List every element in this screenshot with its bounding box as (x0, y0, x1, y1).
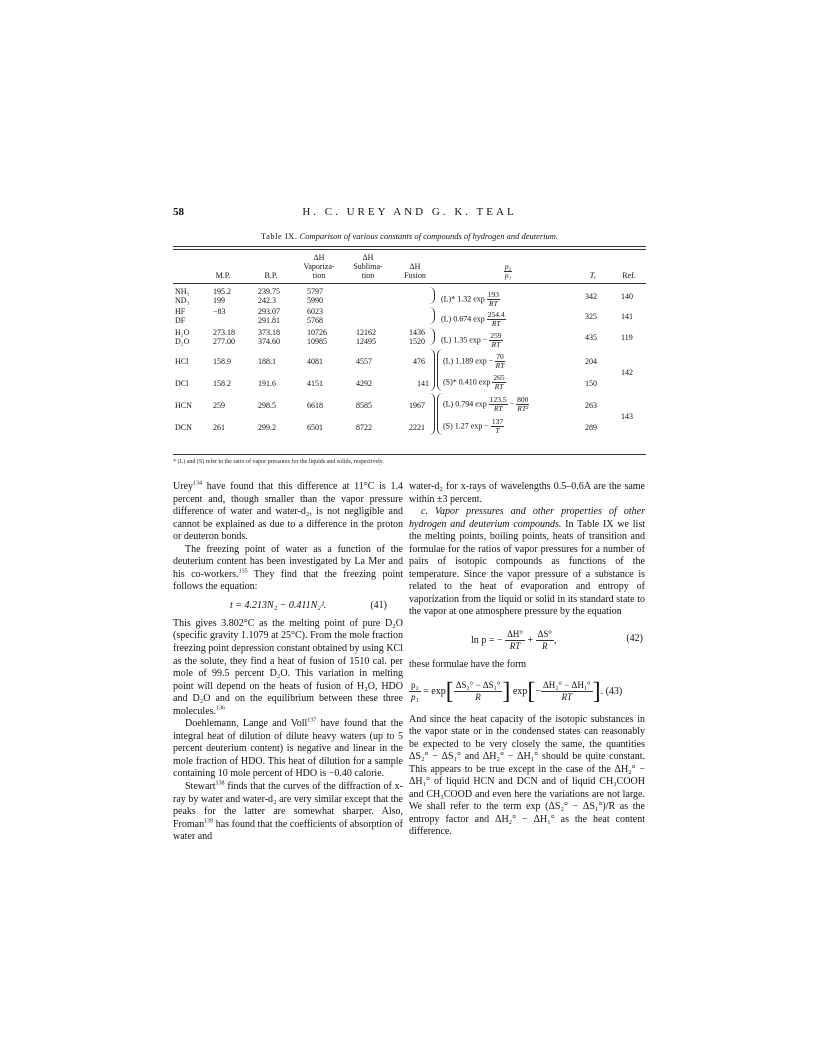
table-header-rule (173, 283, 646, 284)
cell-compound: HF (175, 307, 186, 316)
paragraph (173, 781, 403, 844)
cell-mp: 195.2 (213, 287, 231, 296)
cell-tc: 150 (585, 379, 597, 388)
header-ref: Ref. (622, 271, 636, 280)
eq-num: ΔH₂° − ΔH₁° (542, 679, 591, 690)
cell-compound: DCN (175, 423, 192, 432)
text: In Table IX we list the melting points, boiling points, heats of transition and formulae for the ratios of vapor pressures for a number of pairs of isotopic compounds as functions of the temperature. Since the vapor pressure of a substance is related to the heat of evaporation and entropy of vaporization from the liquid or solid in its standard state to the vapor at one atmosphere pressure by the equation (409, 518, 645, 618)
cell-mp: 277.00 (213, 337, 235, 346)
cell-bp: 291.81 (258, 316, 280, 325)
ratio-phase: (S)* 0.410 exp (443, 377, 491, 387)
paragraph: water-d₂ for x-rays of wavelengths 0.5–0.6A are the same within ±3 percent. (409, 481, 645, 505)
ref-sup: 136 (216, 705, 226, 712)
cell-tc: 289 (585, 423, 597, 432)
cell-tc: 204 (585, 357, 597, 366)
table-top-rule-2 (173, 249, 646, 250)
ratio-sign: − (484, 421, 489, 431)
ratio-num-2: 800 (517, 395, 529, 404)
text: has found that the coefficients of absorption of water and (173, 818, 403, 843)
ratio-formula: (L) 0.794 exp $\frac{123.5}{RT}$ − $\frac{800}{\text{RT²}}$ (443, 395, 529, 413)
cell-fus: 476 (413, 357, 425, 366)
cell-bp: 239.75 (258, 287, 280, 296)
equation-41 (173, 597, 403, 615)
brace-nh3 (429, 287, 435, 304)
header-mp: M.P. (215, 271, 231, 280)
text: Urey (173, 481, 193, 492)
cell-bp: 191.6 (258, 379, 276, 388)
header-sub-3: tion (361, 271, 375, 280)
cell-bp: 242.3 (258, 296, 276, 305)
eq-minus: − (535, 685, 541, 697)
ratio-den: RT (491, 340, 501, 349)
cell-sub: 8722 (356, 423, 372, 432)
cell-tc: 263 (585, 401, 597, 410)
eq-num: ΔS₂° − ΔS₁° (455, 679, 501, 690)
text: Doehlemann, Lange and Voll (185, 718, 308, 730)
table-header (173, 253, 646, 283)
paragraph (173, 481, 403, 544)
cell-compound: DCl (175, 379, 189, 388)
equation-43 (409, 676, 645, 710)
cell-vap: 4081 (307, 357, 323, 366)
eq-num: p₂ (411, 679, 419, 690)
cell-bp: 374.60 (258, 337, 280, 346)
ratio-den: RT (493, 404, 503, 413)
paragraph: And since the heat capacity of the isotopic substances in the vapor state or in the condensed states can reasonably be expected to be very closely the same, the quantities ΔS₂° − ΔS₁° and ΔH₂° − ΔH₁° should be quite constant. This appears to be true except in the case of the ΔH₂° − ΔH₁° of liquid HCN and DCN and of liquid CH₃COOH and CH₃COOD and even here the variations are not large. We shall refer to the term exp (ΔS₂° − ΔS₁°)/R as the entropy factor and ΔH₂° − ΔH₁° as the heat content difference. (409, 713, 645, 838)
eq-den: R (542, 641, 548, 652)
page-number: 58 (173, 206, 184, 218)
eq-end: , (554, 634, 557, 646)
equation-body: t = 4.213N₂ − 0.411N₂². (230, 599, 327, 611)
cell-ref: 119 (621, 333, 633, 342)
cell-compound: HCl (175, 357, 189, 366)
ref-sup: 138 (215, 780, 225, 787)
cell-mp: 273.18 (213, 328, 235, 337)
ratio-formula (441, 311, 506, 328)
cell-compound: HCN (175, 401, 192, 410)
left-column (173, 481, 403, 844)
cell-ref: 143 (621, 412, 633, 421)
bracket: ] (592, 678, 601, 705)
bracket: [ (445, 678, 454, 705)
cell-bp: 293.07 (258, 307, 280, 316)
ratio-phase: (L) 0.794 exp (443, 399, 487, 409)
ratio-phase: (L) 0.674 exp (441, 314, 485, 324)
text: have found that the integral heat of dilution of dilute heavy waters (up to 5 percent deuterium content) is negative and linear in the mole fraction of HDO. This heat of dilution for a sample containing 10 mole percent of HDO is −0.40 calorie. (173, 718, 404, 780)
text: They find that the freezing point follows the equation: (173, 568, 403, 593)
equation-number: . (43) (600, 685, 623, 697)
ratio-den: RT (491, 319, 501, 328)
cell-vap: 4151 (307, 379, 323, 388)
cell-mp: 158 2 (213, 379, 231, 388)
equation-body (409, 680, 622, 703)
ref-sup: 134 (193, 480, 202, 487)
ratio-den: RT (495, 361, 505, 370)
ratio-num: 254.4 (487, 310, 505, 319)
ratio-phase: (S) 1.27 exp (443, 421, 483, 431)
cell-vap: 5990 (307, 296, 323, 305)
brace-hcn (429, 393, 435, 435)
ratio-phase: (L) 1.189 exp (443, 356, 487, 366)
cell-sub: 12162 (356, 328, 376, 337)
cell-mp: −83 (213, 307, 226, 316)
cell-tc: 325 (585, 312, 597, 321)
cell-vap: 6023 (307, 307, 323, 316)
cell-sub: 4557 (356, 357, 372, 366)
equation-42 (409, 623, 645, 655)
ratio-formula (443, 374, 506, 391)
table-caption (173, 231, 646, 241)
ratio-sign: − (488, 356, 494, 366)
table-footnote: * (L) and (S) refer to the ratio of vapor pressures for the liquids and solids, respectively. (173, 459, 384, 465)
eq-op: = exp (423, 685, 446, 697)
ratio-num: 259 (490, 331, 502, 340)
cell-mp: 259 (213, 401, 225, 410)
cell-vap: 10726 (307, 328, 327, 337)
paragraph (173, 718, 403, 781)
ratio-phase: (L) 1.35 exp (441, 335, 481, 345)
ratio-den: RT (494, 382, 504, 391)
cell-ref: 141 (621, 312, 633, 321)
table-top-rule (173, 246, 646, 247)
right-column (409, 481, 645, 839)
cell-bp: 299.2 (258, 423, 276, 432)
cell-bp: 373.18 (258, 328, 280, 337)
cell-vap: 5797 (307, 287, 323, 296)
cell-sub: 4292 (356, 379, 372, 388)
running-title: H. C. UREY AND G. K. TEAL (302, 206, 517, 218)
header-vap-1: ΔH (313, 253, 325, 262)
header-vap-3: tion (312, 271, 326, 280)
header-ratio-den: p₁ (504, 271, 512, 280)
equation-body (471, 629, 557, 652)
paragraph: these formulae have the form (409, 659, 527, 671)
table-title: Comparison of various constants of compounds of hydrogen and deuterium. (299, 231, 559, 241)
bracket: [ (527, 678, 536, 705)
cell-fus: 141 (417, 379, 429, 388)
cell-fus: 2221 (409, 423, 425, 432)
ref-sup: 137 (307, 717, 317, 724)
ratio-sign: − (482, 335, 488, 345)
ratio-formula (441, 332, 503, 349)
ref-sup: 135 (238, 568, 248, 575)
eq-den: RT (561, 691, 573, 702)
eq-num: ΔS° (537, 629, 552, 640)
table-label: Table IX. (260, 231, 298, 241)
brace-h2o (429, 328, 435, 345)
cell-fus: 1520 (409, 337, 425, 346)
ratio-num: 265 (493, 373, 505, 382)
text: This gives 3.802°C as the melting point of pure D₂O (specific gravity 1.1079 at 25°C). From the mole fraction freezing point depression constant obtained by using KCl as the solute, they find a heat of fusion of 1510 cal. per mole of 99.5 percent D₂O. This variation in melting point will depend on the heats of fusion of H₂O, HDO and D₂O and on the equilibrium between these three molecules. (173, 617, 403, 717)
ratio-den: T (495, 426, 500, 435)
eq-lhs: ln p = − (471, 634, 503, 646)
ratio-formula (441, 291, 500, 308)
equation-number: (41) (370, 599, 387, 611)
cell-fus: 1436 (409, 328, 425, 337)
header-sub-1: ΔH (362, 253, 374, 262)
cell-ref: 142 (621, 368, 633, 377)
equation-number: (42) (626, 633, 643, 645)
ratio-phase: (L)* 1.32 exp (441, 294, 485, 304)
cell-ref: 140 (621, 292, 633, 301)
cell-vap: 6618 (307, 401, 323, 410)
header-ratio-num: p₂ (504, 262, 512, 271)
ratio-num: 70 (496, 352, 504, 361)
cell-compound: DF (175, 316, 186, 325)
brace-hf (429, 307, 435, 324)
header-tc: Tₑ (589, 271, 597, 280)
paragraph (409, 506, 645, 619)
cell-mp: 261 (213, 423, 225, 432)
cell-compound: NH₃ (175, 287, 190, 296)
ratio-num: 137 (491, 417, 504, 426)
header-fus-2: Fusion (404, 271, 426, 280)
cell-compound: ND₃ (175, 296, 190, 305)
eq-plus: + (527, 634, 534, 646)
table-bottom-rule (173, 454, 646, 455)
text: The freezing point of water as a function of the deuterium content has been investigated by La Mer and his co-workers. (173, 543, 403, 580)
eq-den: R (475, 691, 481, 702)
ratio-num: 123.5 (489, 395, 507, 404)
header-vap-2: Vaporiza- (303, 262, 335, 271)
cell-sub: 8585 (356, 401, 372, 410)
header-ratio (493, 263, 523, 280)
eq-den: RT (509, 641, 521, 652)
cell-vap: 10985 (307, 337, 327, 346)
brace-hcl (429, 349, 435, 391)
ref-sup: 139 (204, 818, 214, 825)
text: Stewart (185, 781, 216, 793)
header-sub-2: Sublima- (353, 262, 383, 271)
cell-mp: 158.9 (213, 357, 231, 366)
ratio-formula (443, 353, 505, 370)
cell-vap: 5768 (307, 316, 323, 325)
cell-fus: 1967 (409, 401, 425, 410)
eq-num: ΔH° (507, 629, 523, 640)
ratio-num: 193 (487, 290, 500, 299)
ratio-den-2: RT² (517, 404, 529, 413)
header-fus-1: ΔH (409, 262, 421, 271)
cell-tc: 435 (585, 333, 597, 342)
cell-vap: 6501 (307, 423, 323, 432)
cell-sub: 12495 (356, 337, 376, 346)
text: have found that this difference at 11°C is 1.4 percent and, though smaller than the vapor pressure difference of water and water-d₂, is not negligible and cannot be explained as due to a difference in the proton or deuteron bonds. (173, 481, 403, 543)
cell-mp: 199 (213, 296, 225, 305)
ratio-formula (443, 418, 504, 435)
text: finds that the curves of the diffraction of x-ray by water and water-d₂ are very similar except that the peaks for the latter are somewhat sharper. Also, Froman (173, 781, 403, 830)
paragraph (173, 618, 403, 718)
cell-compound: H₂O (175, 328, 190, 337)
cell-bp: 298.5 (258, 401, 276, 410)
eq-op: exp (512, 685, 528, 697)
ratio-den: RT (489, 299, 498, 308)
header-bp: B.P. (264, 271, 278, 280)
cell-tc: 342 (585, 292, 597, 301)
paragraph (173, 544, 403, 594)
cell-compound: D₂O (175, 337, 190, 346)
table-body (173, 287, 646, 452)
cell-bp: 188.1 (258, 357, 276, 366)
bracket: ] (502, 678, 511, 705)
eq-den: p₁ (411, 691, 419, 702)
section-heading: c. Vapor pressures and other properties of other hydrogen and deuterium compounds. (409, 506, 645, 530)
